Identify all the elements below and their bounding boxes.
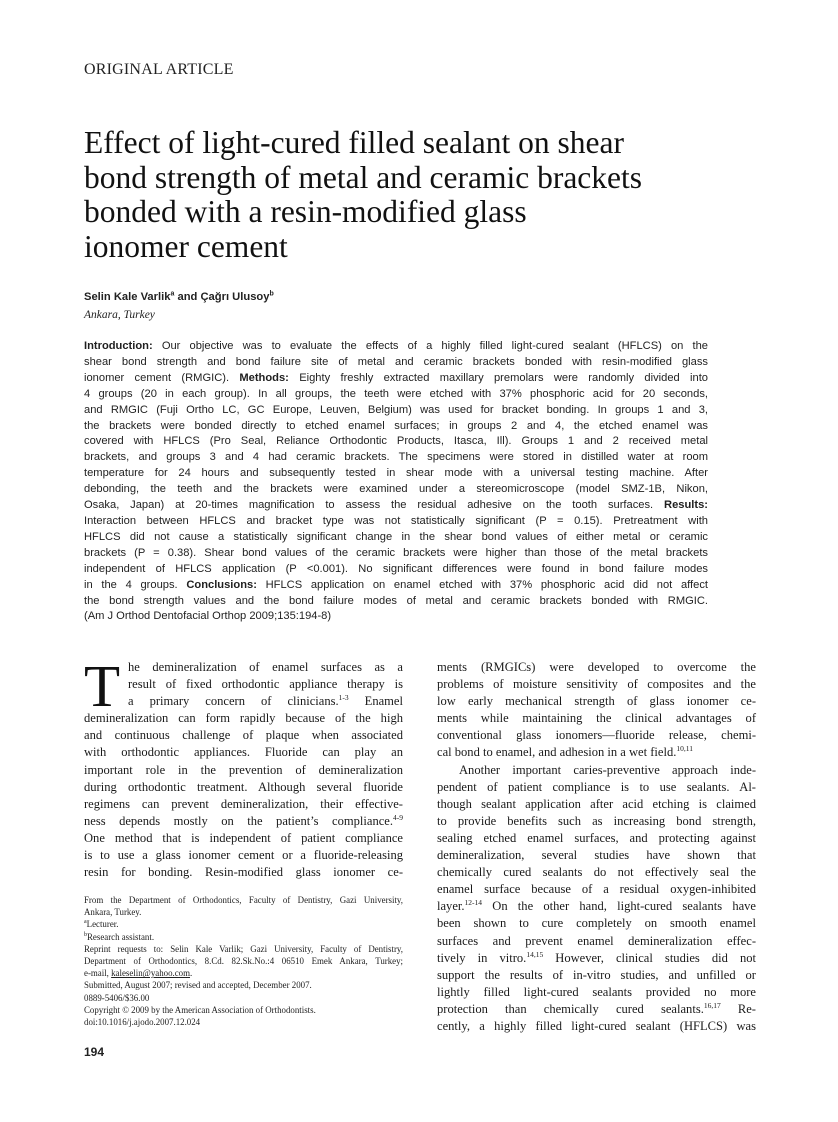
body-line [437, 744, 756, 761]
body-line: conventional glass ionomers—fluoride release, chemi- [437, 728, 756, 743]
footnote-line: Reprint requests to: Selin Kale Varlik; Gazi University, Faculty of Dentistry, [84, 943, 403, 954]
body-line: enamel surface because of a residual oxygen-inhibited [437, 882, 756, 897]
body-line: ments while maintaining the clinical advantages of [437, 711, 756, 726]
body-text: a primary concern of clinicians. [128, 694, 339, 709]
abstract-text: ionomer cement (RMGIC). [84, 371, 230, 384]
abstract-text: HFLCS application on enamel etched with 37% phosphoric acid did not affect [256, 578, 708, 591]
footnote-line [84, 918, 403, 930]
abstract-heading-introduction: Introduction: [84, 340, 153, 352]
body-line: cently, a highly filled light-cured sealant (HFLCS) was [437, 1018, 756, 1033]
body-line: regimens can prevent demineralization, their effective- [84, 796, 403, 811]
footnote-line: Copyright © 2009 by the American Association of Orthodontists. [84, 1004, 316, 1015]
section-label: ORIGINAL ARTICLE [84, 61, 234, 78]
body-line: resin for bonding. Resin-modified glass ionomer ce- [84, 865, 403, 880]
body-line: though sealant application after acid etching is claimed [437, 796, 756, 811]
body-column-left [84, 653, 403, 881]
body-text: cal bond to enamel, and adhesion in a wet field. [437, 745, 677, 760]
body-line: chemically cured sealants do not effectively seal the [437, 865, 756, 880]
body-line [437, 1001, 756, 1018]
abstract-heading-conclusions: Conclusions: [186, 578, 257, 591]
footnote-line [84, 967, 403, 979]
abstract-text: Eighty freshly extracted maxillary premolars were randomly divided into [288, 371, 708, 384]
title-line: bonded with a resin-modified glass [84, 194, 527, 229]
abstract-text: Osaka, Japan) at 20-times magnification to assess the residual adhesive on the tooth surfaces. [84, 499, 654, 512]
abstract-line: covered with HFLCS (Pro Seal, Reliance Orthodontic Products, Itasca, Ill). Groups 1 and 2 received metal [84, 435, 708, 448]
body-line: problems of moisture sensitivity of composites and the [437, 677, 756, 692]
abstract-heading-methods: Methods: [239, 371, 289, 384]
body-text: tively in vitro. [437, 950, 527, 965]
author-name: Selin Kale Varlik [84, 291, 171, 303]
body-line: sealing etched enamel surfaces, and protecting against [437, 830, 756, 845]
citation-ref: 4-9 [393, 812, 403, 822]
article-title [84, 126, 744, 264]
abstract [84, 339, 708, 625]
body-line [84, 813, 403, 830]
body-line: with orthodontic appliances. Fluoride can play an [84, 745, 403, 760]
title-line: ionomer cement [84, 228, 288, 264]
title-line: Effect of light-cured filled sealant on shear [84, 125, 624, 160]
abstract-line: 4 groups (20 in each group). In all groups, the teeth were etched with 37% phosphoric acid for 20 seconds, [84, 387, 708, 400]
footnote-line: 0889-5406/$36.00 [84, 992, 150, 1003]
abstract-citation: (Am J Orthod Dentofacial Orthop 2009;135:194-8) [84, 610, 332, 623]
abstract-line: shear bond strength and bond failure site of metal and ceramic brackets bonded with resin-modified glass [84, 355, 708, 368]
author-affiliation-marker: b [269, 290, 274, 298]
body-line: and continuous challenge of plaque when associated [84, 728, 403, 743]
footnote-text: e-mail, [84, 968, 112, 979]
abstract-line: independent of HFLCS application (P <0.001). No significant differences were found in bond failure modes [84, 562, 708, 575]
abstract-line [84, 498, 708, 514]
body-line: low early mechanical strength of glass ionomer ce- [437, 694, 756, 709]
body-line: surfaces and prevent enamel demineralization effec- [437, 933, 756, 948]
footnote-line: Department of Orthodontics, 8.Cd. 82.Sk.No.:4 06510 Emek Ankara, Turkey; [84, 956, 403, 967]
body-line: support the results of in-vitro studies, and unfilled or [437, 967, 756, 982]
body-line: is to use a glass ionomer cement or a fluoride-releasing [84, 848, 403, 863]
body-line: lightly filled light-cured sealants provided no more [437, 984, 756, 999]
body-text: layer. [437, 899, 465, 914]
abstract-line: debonding, the teeth and the brackets were examined under a stereomicroscope (model SMZ-1B, Nikon, [84, 483, 708, 496]
abstract-line: the bond strength values and the bond failure modes of metal and ceramic brackets bonded with RMGIC. [84, 594, 708, 607]
title-line: bond strength of metal and ceramic brackets [84, 159, 643, 195]
body-line: demineralization can form rapidly because of the high [84, 711, 403, 726]
body-line: demineralization, several studies have shown that [437, 848, 756, 863]
body-line: during orthodontic treatment. Although several fluoride [84, 779, 403, 794]
body-text: On the other hand, light-cured sealants have [482, 899, 756, 914]
footnote-text: . [190, 968, 193, 979]
footnote-line: Submitted, August 2007; revised and accepted, December 2007. [84, 980, 312, 991]
abstract-heading-results: Results: [664, 499, 708, 512]
body-text: Enamel [348, 694, 403, 709]
body-column-right [437, 659, 756, 1035]
body-line [437, 950, 756, 967]
body-line: been shown to cure completely on smooth enamel [437, 916, 756, 931]
body-line [437, 898, 756, 915]
abstract-line: temperature for 24 hours and subsequently tested in shear mode with a universal testing machine. After [84, 467, 708, 480]
abstract-line: HFLCS did not cause a statistically significant change in the shear bond values of either metal or ceramic [84, 530, 708, 543]
footnote-marker: b [84, 931, 87, 938]
body-text: ness depends mostly on the patient’s compliance. [84, 813, 393, 828]
email-link[interactable]: kaleselin@yahoo.com [111, 968, 191, 979]
author-name: Çağrı Ulusoy [200, 291, 270, 303]
body-line: ments (RMGICs) were developed to overcome the [437, 660, 756, 674]
abstract-line: and RMGIC (Fuji Ortho LC, GC Europe, Leuven, Belgium) was used for bracket bonding. In groups 1 and 3, [84, 403, 708, 416]
body-text: Re- [720, 1001, 756, 1016]
body-line: One method that is independent of patient compliance [84, 830, 403, 845]
author-list [84, 291, 274, 303]
body-line: important role in the prevention of demineralization [84, 762, 403, 777]
footnote-line [84, 931, 403, 943]
abstract-text: in the 4 groups. [84, 578, 178, 591]
body-line: he demineralization of enamel surfaces as a [128, 660, 403, 674]
body-line [84, 693, 403, 710]
body-line: result of fixed orthodontic appliance therapy is [128, 677, 403, 692]
abstract-line [84, 578, 708, 594]
footnotes [84, 894, 403, 1028]
citation-ref: 14,15 [526, 949, 544, 959]
drop-cap: T [84, 653, 121, 719]
footnote-text: Lecturer. [86, 919, 119, 930]
author-conjunction: and [174, 291, 201, 303]
body-text: protection than chemically cured sealants. [437, 1001, 704, 1016]
body-text: However, clinical studies did not [543, 950, 756, 965]
citation-ref: 16,17 [703, 1000, 721, 1010]
body-line: Another important caries-preventive approach inde- [459, 762, 756, 777]
footnote-marker: a [84, 919, 87, 926]
author-affiliation-marker: a [170, 290, 175, 298]
footnote-text: Research assistant. [87, 931, 155, 942]
footnote-line: From the Department of Orthodontics, Faculty of Dentistry, Gazi University, [84, 895, 403, 905]
citation-ref: 10,11 [676, 744, 693, 754]
body-line: pendent of patient compliance is to use sealants. Al- [437, 779, 756, 794]
abstract-line: the brackets were bonded directly to etched enamel surfaces; in groups 2 and 4, the etched enamel was [84, 419, 708, 432]
body-line: to provide benefits such as increasing bond strength, [437, 813, 756, 828]
footnote-line: doi:10.1016/j.ajodo.2007.12.024 [84, 1017, 201, 1028]
footnote-line: Ankara, Turkey. [84, 907, 142, 918]
page-number: 194 [84, 1045, 105, 1059]
abstract-line: brackets, and groups 3 and 4 had ceramic brackets. The specimens were stored in distilled water at room [84, 451, 708, 464]
citation-ref: 12-14 [464, 898, 483, 908]
author-location: Ankara, Turkey [84, 309, 155, 321]
abstract-line [84, 339, 708, 355]
abstract-line: brackets (P = 0.38). Shear bond values of the ceramic brackets were higher than those of the metal brackets [84, 546, 708, 559]
abstract-line [84, 371, 708, 387]
abstract-text: Our objective was to evaluate the effects of a highly filled light-cured sealant (HFLCS) on the [152, 340, 708, 352]
abstract-line: Interaction between HFLCS and bracket type was not statistically significant (P = 0.15). Pretreatment with [84, 514, 708, 527]
citation-ref: 1-3 [338, 693, 349, 703]
